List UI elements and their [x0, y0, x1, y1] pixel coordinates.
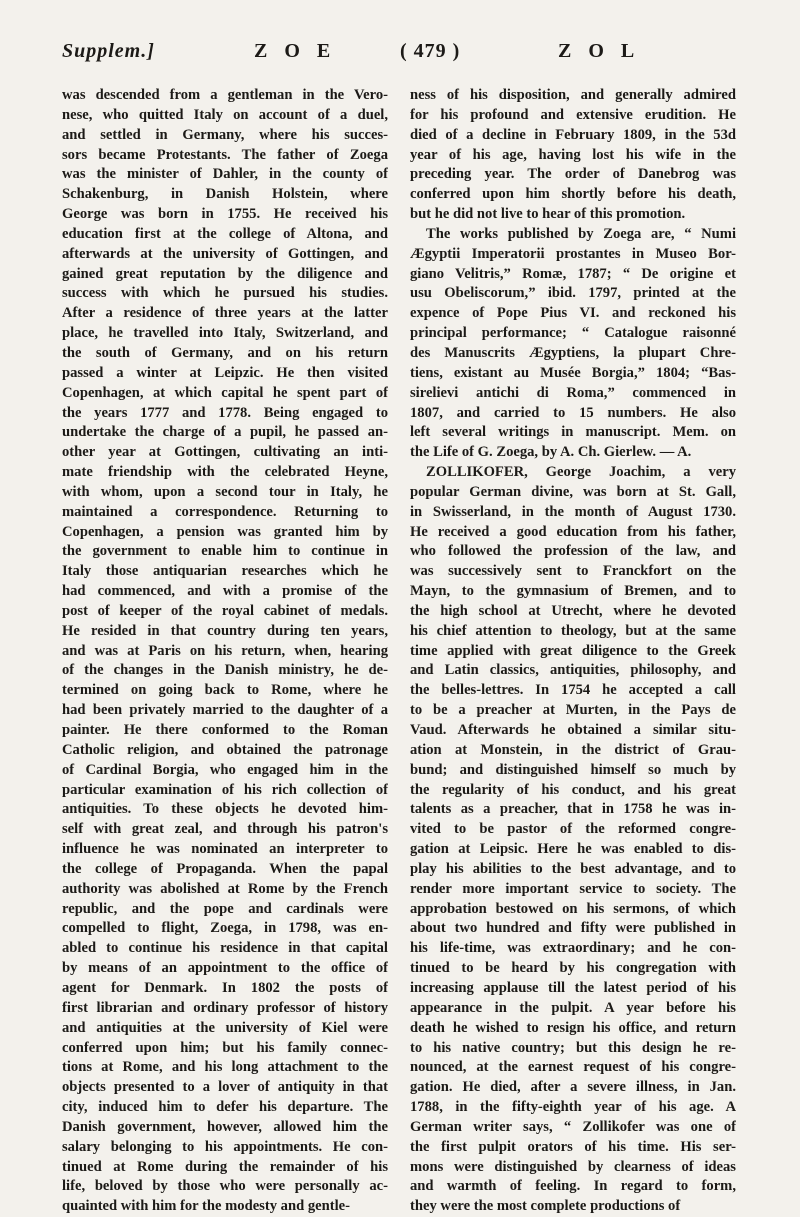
text-line: render more important service to society. The — [410, 880, 736, 897]
text-line: education first at the college of Altona, and — [62, 225, 388, 242]
text-line: increasing applause till the latest period of his — [410, 979, 736, 996]
text-line: Danish government, however, allowed him the — [62, 1118, 388, 1135]
text-line: sirelievi antichi di Roma,” commenced in — [410, 384, 736, 401]
text-line: quainted with him for the modesty and gentle- — [62, 1198, 350, 1215]
text-line: to be a preacher at Murten, in the Pays de — [410, 702, 736, 719]
text-line: compelled to flight, Zoega, in 1798, was en- — [62, 920, 388, 937]
text-line: time applied with great diligence to the Greek — [410, 642, 736, 659]
running-header — [62, 40, 738, 70]
text-line: left several writings in manuscript. Mem. on — [410, 424, 736, 441]
text-line: self with great zeal, and through his patron's — [62, 821, 388, 838]
header-left-catchword: Z O E — [254, 40, 337, 62]
text-line: but he did not live to hear of this promotion. — [410, 206, 686, 223]
text-line: success with which he pursued his studies. — [62, 285, 388, 302]
text-line: tinued to be heard by his congregation with — [410, 960, 736, 977]
text-line: nese, who quitted Italy on account of a duel, — [62, 106, 388, 123]
text-line: and warmth of feeling. In regard to form, — [410, 1178, 736, 1195]
text-line: Italy those antiquarian researches which he — [62, 563, 388, 580]
text-line: and antiquities at the university of Kiel were — [62, 1019, 388, 1036]
text-line: the regularity of his conduct, and his great — [410, 781, 736, 798]
text-line: for his profound and extensive erudition. He — [410, 106, 736, 123]
text-line: authority was abolished at Rome by the French — [62, 880, 388, 897]
text-line: ZOLLIKOFER, George Joachim, a very — [426, 464, 736, 481]
text-line: to his native country; but this design he re- — [410, 1039, 736, 1056]
text-line: Ægyptii Imperatorii prostantes in Museo Bor- — [410, 245, 736, 262]
text-line: the high school at Utrecht, where he devoted — [410, 602, 736, 619]
text-line: principal performance; “ Catalogue raisonné — [410, 325, 736, 342]
text-line: Vaud. Afterwards he obtained a similar situ- — [410, 722, 736, 738]
text-line: Schakenburg, in Danish Holstein, where — [62, 186, 388, 203]
text-line: 1807, and carried to 15 numbers. He also — [410, 404, 736, 421]
text-line: des Manuscrits Ægyptiens, la plupart Chre- — [410, 344, 736, 361]
text-line: popular German divine, was born at St. Gall, — [410, 483, 736, 500]
text-line: vited to be pastor of the reformed congre- — [410, 821, 736, 838]
text-line: Catholic religion, and obtained the patronage — [62, 741, 388, 758]
text-line: place, he travelled into Italy, Switzerland, and — [62, 325, 388, 342]
text-line: other year at Gottingen, cultivating an inti- — [62, 444, 388, 461]
left-text-column — [62, 86, 388, 1217]
text-line: gation. He died, after a severe illness, in Jan. — [410, 1079, 736, 1096]
text-line: afterwards at the university of Gottingen, and — [62, 245, 388, 262]
text-line: by means of an appointment to the office of — [62, 960, 388, 977]
text-line: the Life of G. Zoega, by A. Ch. Gierlew. — A. — [410, 444, 692, 461]
text-line: 1788, in the fifty-eighth year of his age. A — [410, 1099, 736, 1116]
text-line: sors became Protestants. The father of Zoega — [62, 146, 388, 163]
text-line: The works published by Zoega are, “ Numi — [426, 225, 736, 242]
text-line: influence he was nominated an interpreter to — [62, 841, 388, 858]
text-line: preceding year. The order of Danebrog was — [410, 166, 736, 183]
text-line: had commenced, and with a promise of the — [62, 583, 388, 600]
text-line: was descended from a gentleman in the Vero- — [62, 87, 388, 103]
text-line: objects presented to a lover of antiquity in that — [62, 1079, 388, 1096]
text-line: life, beloved by those who were personally ac- — [62, 1178, 388, 1195]
text-line: tiens, existant au Musée Borgia,” 1804; “Bas- — [410, 364, 736, 381]
text-line: gation at Leipsic. Here he was enabled to dis- — [410, 841, 736, 858]
text-line: who followed the profession of the law, and — [410, 543, 736, 560]
text-line: and settled in Germany, where his succes- — [62, 126, 388, 143]
text-line: his life-time, was extraordinary; and he con- — [410, 940, 736, 957]
right-text-column — [410, 86, 736, 1217]
text-line: post of keeper of the royal cabinet of medals. — [62, 602, 388, 619]
text-line: undertake the charge of a pupil, he passed an- — [62, 424, 388, 441]
text-line: abled to continue his residence in that capital — [62, 940, 388, 957]
page-number: ( 479 ) — [400, 40, 461, 62]
text-line: died of a decline in February 1809, in the 53d — [410, 126, 736, 143]
text-line: city, induced him to defer his departure. The — [62, 1099, 388, 1116]
text-line: He resided in that country during ten years, — [62, 622, 388, 639]
text-line: ness of his disposition, and generally admired — [410, 87, 736, 103]
text-line: agent for Denmark. In 1802 the posts of — [62, 979, 388, 996]
text-line: particular examination of his rich collection of — [62, 781, 388, 798]
text-line: about two hundred and fifty were published in — [410, 920, 736, 937]
text-line: the college of Propaganda. When the papal — [62, 860, 388, 877]
text-line: After a residence of three years at the latter — [62, 305, 388, 322]
text-line: Mayn, to the gymnasium of Bremen, and to — [410, 583, 736, 600]
text-line: giano Velitris,” Romæ, 1787; “ De origine et — [410, 265, 736, 282]
text-line: of Cardinal Borgia, who engaged him in the — [62, 761, 388, 778]
text-line: antiquities. To these objects he devoted him- — [62, 801, 388, 818]
text-line: and Latin classics, antiquities, philosophy, and — [410, 662, 736, 679]
text-line: conferred upon him shortly before his death, — [410, 186, 736, 203]
text-line: painter. He there conformed to the Roman — [62, 722, 388, 738]
text-line: tinued at Rome during the remainder of his — [62, 1158, 388, 1175]
text-line: was the minister of Dahler, in the county of — [62, 166, 388, 183]
text-line: of the changes in the Danish ministry, he de- — [62, 662, 388, 679]
text-line: bund; and distinguished himself so much by — [410, 761, 736, 778]
text-line: the years 1777 and 1778. Being engaged to — [62, 404, 388, 421]
text-line: nounced, at the earnest request of his congre- — [410, 1059, 736, 1076]
text-line: mate friendship with the celebrated Heyne, — [62, 464, 388, 481]
text-line: the south of Germany, and on his return — [62, 344, 388, 361]
text-line: gained great reputation by the diligence and — [62, 265, 388, 282]
text-line: German writer says, “ Zollikofer was one of — [410, 1118, 736, 1135]
text-line: in Swisserland, in the month of August 1730. — [410, 503, 736, 520]
text-line: was successively sent to Franckfort on the — [410, 563, 736, 580]
text-line: the belles-lettres. In 1754 he accepted a call — [410, 682, 736, 699]
text-line: appearance in the pulpit. A year before his — [410, 999, 736, 1016]
text-line: talents as a preacher, that in 1758 he was in- — [410, 801, 736, 818]
text-line: year of his age, having lost his wife in the — [410, 146, 736, 163]
text-line: had been privately married to the daughter of a — [62, 702, 388, 719]
text-line: ation at Monstein, in the district of Grau- — [410, 741, 736, 758]
text-line: usu Obeliscorum,” ibid. 1797, printed at the — [410, 285, 736, 302]
text-line: with whom, upon a second tour in Italy, he — [62, 483, 388, 500]
text-line: Copenhagen, a pension was granted him by — [62, 523, 388, 540]
text-line: tions at Rome, and his long attachment to the — [62, 1059, 388, 1076]
text-line: Copenhagen, at which capital he spent part of — [62, 384, 388, 401]
text-line: death he wished to resign his office, and return — [410, 1019, 736, 1036]
text-line: play his abilities to the best advantage, and to — [410, 860, 736, 877]
text-line: first librarian and ordinary professor of history — [62, 999, 388, 1016]
text-line: salary belonging to his appointments. He con- — [62, 1138, 388, 1155]
text-line: republic, and the pope and cardinals were — [62, 900, 388, 917]
text-line: He received a good education from his father, — [410, 523, 736, 540]
text-line: George was born in 1755. He received his — [62, 206, 388, 223]
header-section-label: Supplem.] — [62, 40, 155, 62]
text-line: the government to enable him to continue in — [62, 543, 388, 560]
text-line: approbation bestowed on his sermons, of which — [410, 900, 736, 917]
text-line: the first pulpit orators of his time. His ser- — [410, 1138, 736, 1155]
text-line: expence of Pope Pius VI. and reckoned his — [410, 305, 736, 322]
text-line: passed a winter at Leipzic. He then visited — [62, 364, 388, 381]
text-line: termined on going back to Rome, where he — [62, 682, 388, 699]
header-right-catchword: Z O L — [558, 40, 641, 62]
text-line: his chief attention to theology, but at the same — [410, 622, 736, 639]
text-line: conferred upon him; but his family connec- — [62, 1039, 388, 1056]
text-line: they were the most complete productions of — [410, 1198, 681, 1215]
text-line: mons were distinguished by clearness of ideas — [410, 1158, 736, 1175]
text-line: and was at Paris on his return, when, hearing — [62, 642, 388, 659]
text-line: maintained a correspondence. Returning to — [62, 503, 388, 520]
